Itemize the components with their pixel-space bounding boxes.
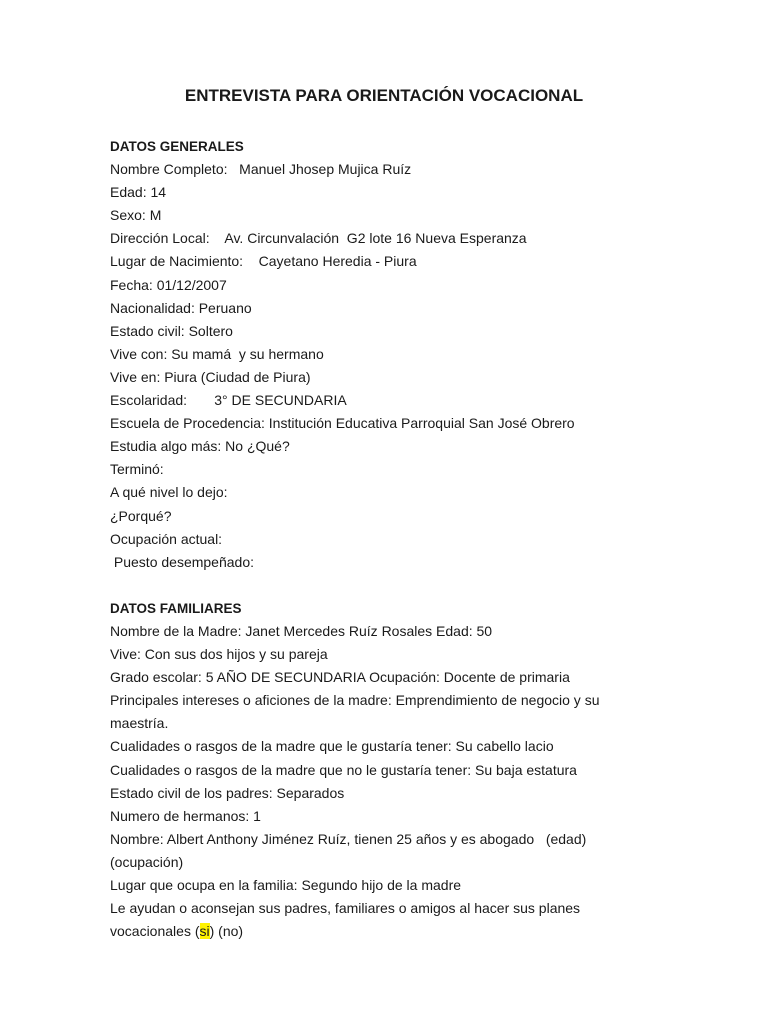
section-familiares-lines [110,620,710,920]
text-line-vocacionales [110,920,710,943]
text-line: Nacionalidad: Peruano [110,299,252,316]
text-line: Fecha: 01/12/2007 [110,276,227,293]
text-segment: ) (no) [209,923,244,940]
text-line: Dirección Local: Av. Circunvalación G2 lote 16 Nueva Esperanza [110,230,527,247]
text-line: A qué nivel lo dejo: [110,484,228,501]
text-line: Vive con: Su mamá y su hermano [110,345,324,362]
highlighted-answer: si [199,923,210,940]
text-line: Lugar que ocupa en la familia: Segundo hijo de la madre [110,877,462,893]
text-line: maestría. [110,715,169,732]
document-title: ENTREVISTA PARA ORIENTACIÓN VOCACIONAL [184,86,584,105]
section-generales-lines [110,158,710,574]
text-line: Terminó: [110,461,164,478]
text-line: Cualidades o rasgos de la madre que no le gustaría tener: Su baja estatura [110,761,577,778]
text-line: Escolaridad: 3° DE SECUNDARIA [110,392,347,409]
text-line: Numero de hermanos: 1 [110,807,261,824]
text-line: Nombre Completo: Manuel Jhosep Mujica Ruíz [110,161,412,178]
text-line: ¿Porqué? [110,507,172,524]
text-line: Escuela de Procedencia: Institución Educativa Parroquial San José Obrero [110,415,575,432]
text-line: (ocupación) [110,853,184,870]
text-line: Edad: 14 [110,184,167,201]
text-line: Ocupación actual: [110,530,223,547]
text-line: Nombre de la Madre: Janet Mercedes Ruíz Rosales Edad: 50 [110,622,493,639]
text-line: Grado escolar: 5 AÑO DE SECUNDARIA Ocupación: Docente de primaria [110,669,570,686]
text-line: Lugar de Nacimiento: Cayetano Heredia - Piura [110,253,417,270]
text-line: Estado civil de los padres: Separados [110,784,345,801]
document-body [110,135,710,943]
text-line: Cualidades o rasgos de la madre que le gustaría tener: Su cabello lacio [110,738,554,755]
text-line: Vive en: Piura (Ciudad de Piura) [110,368,311,385]
text-line: Puesto desempeñado: [110,553,254,570]
spacer [110,574,710,597]
text-line: Nombre: Albert Anthony Jiménez Ruíz, tienen 25 años y es abogado (edad) [110,830,587,847]
text-line: Principales intereses o aficiones de la madre: Emprendimiento de negocio y su [110,692,600,709]
text-line: Le ayudan o aconsejan sus padres, familiares o amigos al hacer sus planes [110,900,581,917]
text-line: Vive: Con sus dos hijos y su pareja [110,646,328,663]
text-line: Sexo: M [110,207,162,224]
text-line: Estudia algo más: No ¿Qué? [110,438,290,455]
section-heading-familiares: DATOS FAMILIARES [110,600,242,616]
text-segment: vocacionales ( [110,923,200,940]
section-heading-generales: DATOS GENERALES [110,139,244,154]
text-line: Estado civil: Soltero [110,322,233,339]
